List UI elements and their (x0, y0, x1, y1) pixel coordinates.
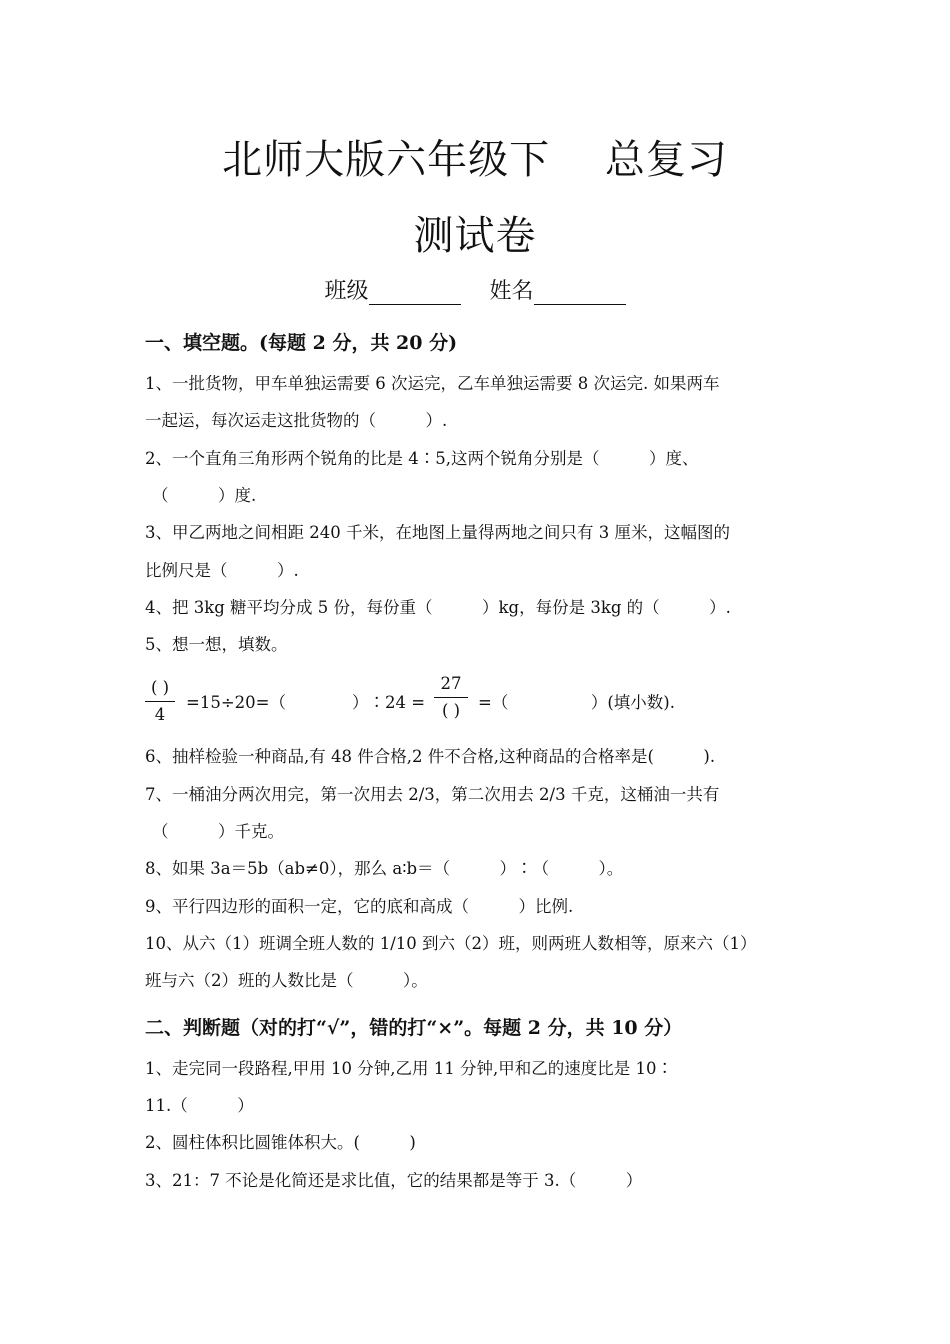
question-3-line-b: 比例尺是（ ）. (145, 561, 299, 580)
question-1-line-b: 一起运，每次运走这批货物的（ ）. (145, 411, 448, 430)
question-3-line-a: 3、甲乙两地之间相距 240 千米，在地图上量得两地之间只有 3 厘米，这幅图的 (145, 523, 730, 542)
question-2-line-b: （ ）度. (152, 486, 257, 505)
fraction2-bar (434, 697, 468, 698)
judge-2: 2、圆柱体积比圆锥体积大。( ) (145, 1133, 416, 1152)
class-label: 班级 (324, 279, 369, 304)
section1-heading: 一、填空题。(每题 2 分，共 20 分) (145, 332, 458, 354)
student-info-line (0, 274, 950, 305)
fraction-blank-over-4 (145, 677, 175, 726)
question-5-middle: =15÷20=（ ）∶24 = (186, 693, 426, 712)
question-10-line-b: 班与六（2）班的人数比是（ ）。 (145, 971, 428, 990)
fraction2-denominator[interactable]: ( ) (441, 701, 461, 720)
question-5-title: 5、想一想，填数。 (145, 635, 288, 654)
question-8: 8、如果 3a＝5b（ab≠0），那么 a∶b＝（ ）∶（ ）。 (145, 859, 624, 878)
question-7-line-b: （ ）千克。 (152, 822, 284, 841)
judge-1-line-a: 1、走完同一段路程,甲用 10 分钟,乙用 11 分钟,甲和乙的速度比是 10∶ (145, 1059, 673, 1078)
page-subtitle: 测试卷 (413, 213, 537, 259)
question-2-line-a: 2、一个直角三角形两个锐角的比是 4∶5,这两个锐角分别是（ ）度、 (145, 449, 699, 468)
question-4: 4、把 3kg 糖平均分成 5 份，每份重（ ）kg，每份是 3kg 的（ ）. (145, 598, 731, 617)
fraction1-denominator: 4 (154, 705, 166, 724)
question-5-end: =（ ）(填小数). (478, 693, 675, 712)
name-label: 姓名 (489, 279, 534, 304)
fraction-27-over-blank (434, 673, 468, 722)
question-9: 9、平行四边形的面积一定，它的底和高成（ ）比例. (145, 897, 574, 916)
name-blank[interactable] (534, 282, 626, 305)
judge-3: 3、21：7 不论是化简还是求比值，它的结果都是等于 3.（ ） (145, 1171, 643, 1190)
class-blank[interactable] (369, 282, 461, 305)
question-10-line-a: 10、从六（1）班调全班人数的 1/10 到六（2）班，则两班人数相等，原来六（1） (145, 934, 757, 953)
section2-heading: 二、判断题（对的打“√”，错的打“×”。每题 2 分，共 10 分） (145, 1017, 683, 1039)
question-1-line-a: 1、一批货物，甲车单独运需要 6 次运完，乙车单独运需要 8 次运完. 如果两车 (145, 374, 720, 393)
fraction1-bar (145, 701, 175, 702)
question-6: 6、抽样检验一种商品,有 48 件合格,2 件不合格,这种商品的合格率是( ). (145, 747, 716, 766)
fraction2-numerator: 27 (440, 674, 462, 693)
fraction1-numerator[interactable]: ( ) (150, 678, 170, 697)
question-7-line-a: 7、一桶油分两次用完，第一次用去 2/3，第二次用去 2/3 千克，这桶油一共有 (145, 785, 720, 804)
page-title: 北师大版六年级下 总复习 (222, 137, 728, 183)
judge-1-line-b: 11.（ ） (145, 1096, 254, 1115)
